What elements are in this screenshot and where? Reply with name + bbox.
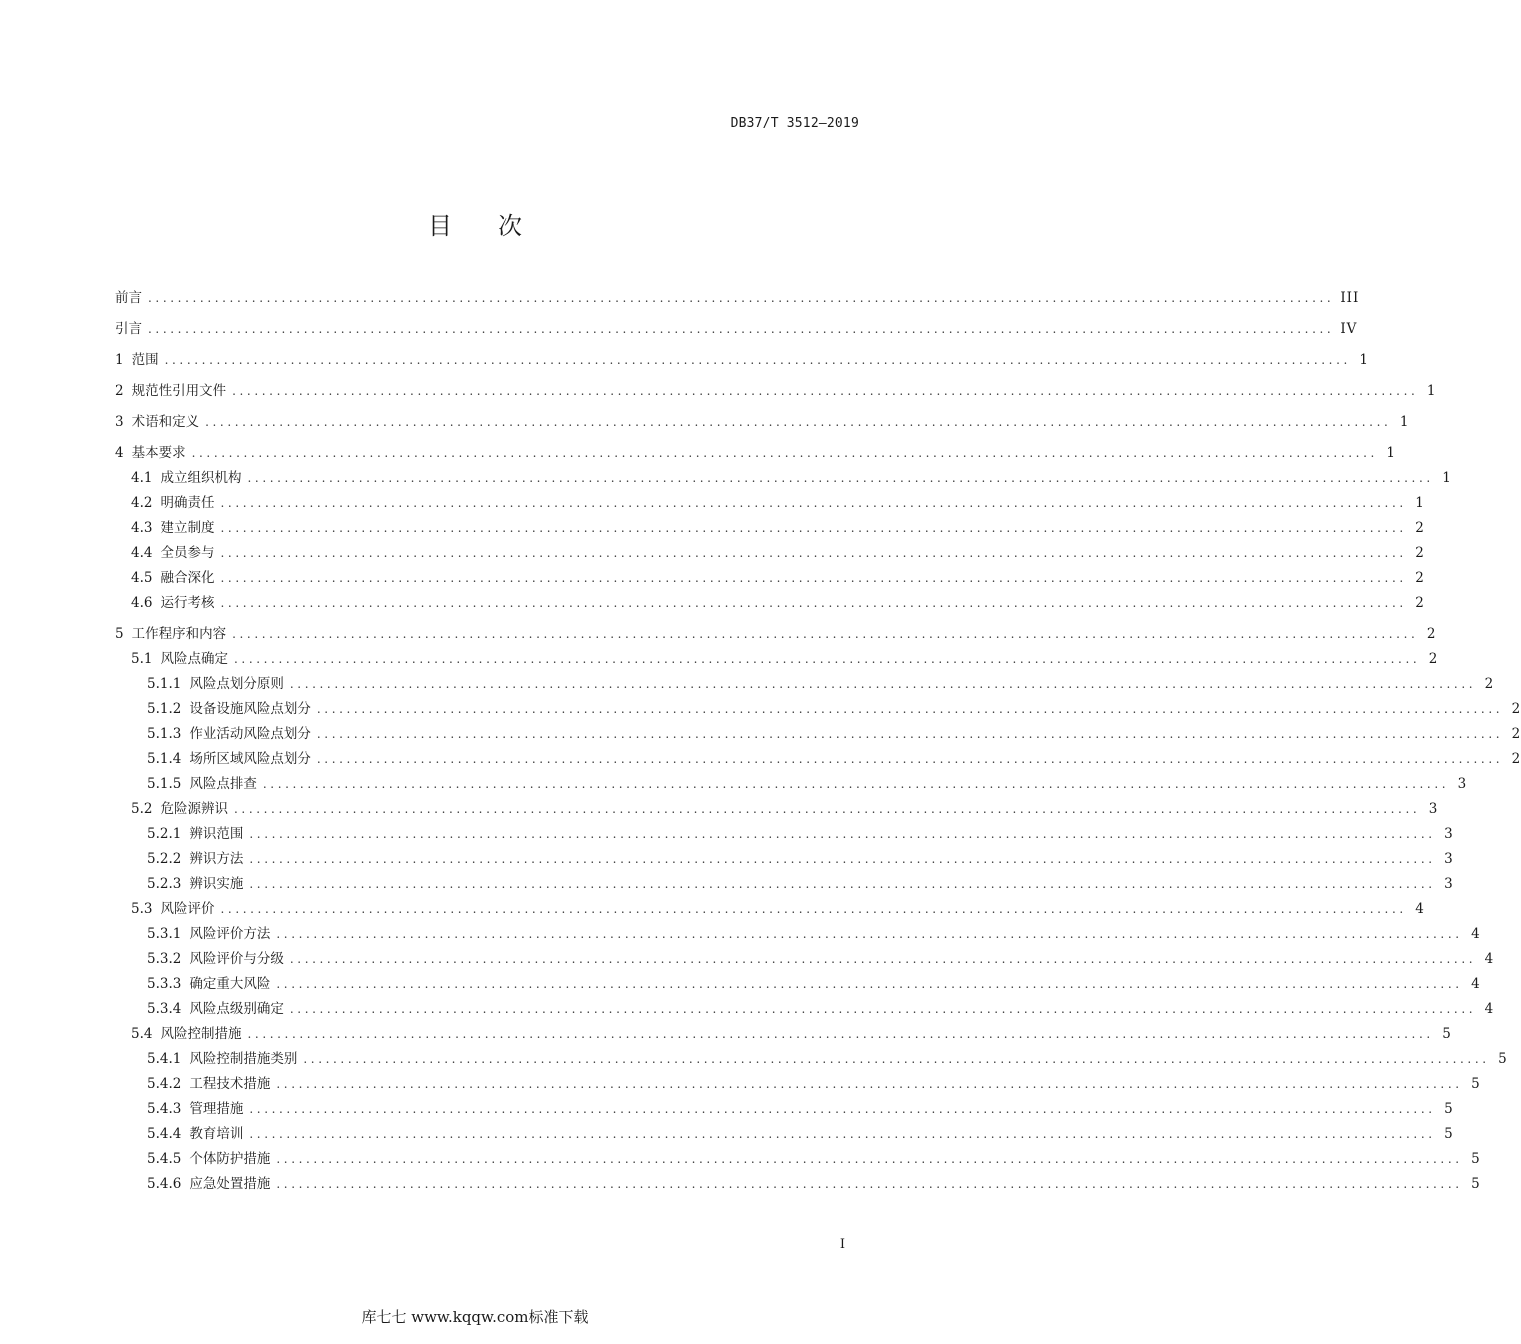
page-title	[0, 206, 950, 241]
toc-entry-label: 风险评价方法	[189, 926, 271, 942]
dot-leader: ................................................................................................................................................................	[249, 1102, 1436, 1116]
toc-entry-page: 1	[1426, 383, 1437, 399]
toc-entry-page: 2	[1415, 595, 1425, 611]
toc-entry-label: 建立制度	[160, 520, 215, 536]
toc-entry-number: 4.3	[131, 520, 153, 536]
dot-leader: ................................................................................................................................................................	[247, 1027, 1434, 1041]
dot-leader: ................................................................................................................................................................	[262, 777, 1450, 791]
toc-entry-number: 1	[115, 352, 124, 368]
toc-entry-label: 辨识范围	[189, 826, 244, 842]
toc-entry-number: 5.4	[131, 1026, 153, 1042]
toc-entry-label: 危险源辨识	[160, 801, 228, 817]
toc-entry-page: 4	[1484, 1001, 1495, 1017]
toc-entry-label: 工作程序和内容	[131, 626, 227, 642]
toc-entry-label: 管理措施	[189, 1101, 244, 1117]
dot-leader: ................................................................................................................................................................	[233, 802, 1421, 816]
toc-entry-page: 4	[1471, 926, 1481, 942]
dot-leader: ................................................................................................................................................................	[220, 521, 1407, 535]
toc-entry-page: 5	[1498, 1051, 1508, 1067]
toc-entry-page: 2	[1511, 726, 1521, 742]
toc-entry-page: 4	[1415, 901, 1425, 917]
toc-entry-label: 运行考核	[160, 595, 215, 611]
toc-entry-label: 风险点排查	[189, 776, 257, 792]
toc-entry[interactable]	[115, 797, 1439, 822]
toc-entry-number: 5.2	[131, 801, 153, 817]
toc-entry-page: 1	[1442, 470, 1452, 486]
dot-leader: ................................................................................................................................................................	[220, 496, 1407, 510]
toc-entry[interactable]	[115, 591, 1425, 616]
dot-leader: ................................................................................................................................................................	[289, 1002, 1477, 1016]
toc-entry[interactable]	[115, 972, 1481, 997]
toc-entry-number: 5.4.3	[147, 1101, 182, 1117]
toc-entry[interactable]	[115, 317, 1358, 342]
toc-entry-number: 4.2	[131, 495, 153, 511]
toc-entry-label: 设备设施风险点划分	[189, 701, 311, 717]
dot-leader: ................................................................................................................................................................	[316, 752, 1504, 766]
toc-entry-label: 术语和定义	[131, 414, 200, 430]
dot-leader: ................................................................................................................................................................	[249, 1127, 1436, 1141]
toc-entry-label: 基本要求	[131, 445, 186, 461]
toc-entry-page: 5	[1471, 1076, 1481, 1092]
toc-entry-number: 5.1.4	[147, 751, 182, 767]
toc-entry-label: 前言	[115, 290, 142, 306]
toc-entry-label: 辨识实施	[189, 876, 244, 892]
dot-leader: ................................................................................................................................................................	[220, 571, 1407, 585]
toc-entry-number: 4.4	[131, 545, 153, 561]
dot-leader: ................................................................................................................................................................	[276, 1177, 1463, 1191]
toc-entry-label: 个体防护措施	[189, 1151, 271, 1167]
dot-leader: ................................................................................................................................................................	[249, 827, 1436, 841]
toc-entry-page: IV	[1340, 321, 1358, 337]
toc-entry-label: 规范性引用文件	[131, 383, 227, 399]
toc-entry[interactable]	[115, 747, 1521, 772]
toc-entry-label: 明确责任	[160, 495, 215, 511]
dot-leader: ................................................................................................................................................................	[232, 384, 1419, 398]
toc-entry-number: 4	[115, 445, 124, 461]
toc-entry-label: 范围	[131, 352, 159, 368]
toc-entry-number: 5.3.3	[147, 976, 182, 992]
toc-entry[interactable]	[115, 541, 1425, 566]
dot-leader: ................................................................................................................................................................	[249, 852, 1436, 866]
toc-entry[interactable]	[115, 1022, 1452, 1047]
dot-leader: ................................................................................................................................................................	[148, 291, 1335, 305]
toc-entry[interactable]	[115, 722, 1521, 747]
toc-entry[interactable]	[115, 491, 1425, 516]
toc-entry-label: 风险评价	[160, 901, 215, 917]
toc-entry-label: 融合深化	[160, 570, 215, 586]
toc-entry[interactable]	[115, 441, 1396, 466]
toc-entry[interactable]	[115, 348, 1369, 373]
toc-entry-label: 应急处置措施	[189, 1176, 271, 1192]
toc-entry-label: 风险点级别确定	[189, 1001, 284, 1017]
toc-entry-number: 4.6	[131, 595, 153, 611]
toc-entry-page: 5	[1442, 1026, 1452, 1042]
toc-entry[interactable]	[115, 772, 1468, 797]
toc-entry-page: 1	[1359, 352, 1369, 368]
dot-leader: ................................................................................................................................................................	[316, 727, 1504, 741]
toc-entry[interactable]	[115, 922, 1481, 947]
dot-leader: ................................................................................................................................................................	[205, 415, 1392, 429]
dot-leader: ................................................................................................................................................................	[289, 952, 1477, 966]
toc-entry-number: 5.4.2	[147, 1076, 182, 1092]
dot-leader: ................................................................................................................................................................	[164, 353, 1351, 367]
toc-entry-number: 5.2.2	[147, 851, 182, 867]
toc-entry-number: 5.3	[131, 901, 153, 917]
dot-leader: ................................................................................................................................................................	[148, 322, 1335, 336]
toc-entry-label: 场所区域风险点划分	[189, 751, 311, 767]
dot-leader: ................................................................................................................................................................	[220, 596, 1407, 610]
toc-entry-page: 5	[1444, 1101, 1454, 1117]
toc-entry[interactable]	[115, 466, 1452, 491]
toc-entry-page: 2	[1415, 570, 1425, 586]
toc-entry-label: 风险评价与分级	[189, 951, 284, 967]
toc-entry[interactable]	[115, 997, 1495, 1022]
title-char-1: 目	[428, 212, 452, 240]
toc-entry-page: 2	[1415, 545, 1425, 561]
toc-entry-number: 5.3.2	[147, 951, 182, 967]
toc-entry[interactable]	[115, 822, 1454, 847]
dot-leader: ................................................................................................................................................................	[289, 677, 1477, 691]
toc-entry[interactable]	[115, 379, 1437, 404]
toc-entry-page: 2	[1428, 651, 1439, 667]
toc-entry-page: 2	[1415, 520, 1425, 536]
dot-leader: ................................................................................................................................................................	[316, 702, 1504, 716]
toc-entry-page: 3	[1444, 876, 1454, 892]
toc-entry[interactable]	[115, 697, 1521, 722]
toc-entry-number: 5.1.5	[147, 776, 182, 792]
toc-entry-number: 5.4.1	[147, 1051, 182, 1067]
toc-entry-number: 3	[115, 414, 124, 430]
toc-entry-number: 5.4.4	[147, 1126, 182, 1142]
toc-entry-number: 5.1.3	[147, 726, 182, 742]
toc-entry-page: III	[1340, 290, 1360, 306]
toc-entry-page: 2	[1511, 751, 1521, 767]
toc-entry-label: 工程技术措施	[189, 1076, 271, 1092]
dot-leader: ................................................................................................................................................................	[220, 902, 1407, 916]
toc-entry-number: 2	[115, 383, 124, 399]
dot-leader: ................................................................................................................................................................	[276, 927, 1463, 941]
dot-leader: ................................................................................................................................................................	[233, 652, 1421, 666]
dot-leader: ................................................................................................................................................................	[191, 446, 1378, 460]
toc-entry-number: 5.3.1	[147, 926, 182, 942]
toc-entry[interactable]	[115, 286, 1360, 311]
toc-entry-page: 5	[1471, 1176, 1481, 1192]
toc-entry[interactable]	[115, 1122, 1454, 1147]
toc-entry[interactable]	[115, 1097, 1454, 1122]
toc-entry-label: 教育培训	[189, 1126, 244, 1142]
toc-entry-label: 风险控制措施	[160, 1026, 242, 1042]
dot-leader: ................................................................................................................................................................	[247, 471, 1434, 485]
toc-entry-number: 5	[115, 626, 124, 642]
dot-leader: ................................................................................................................................................................	[276, 1152, 1463, 1166]
footer-watermark: 库七七 www.kqqw.com标准下载	[361, 1308, 589, 1326]
toc-entry[interactable]	[115, 947, 1495, 972]
dot-leader: ................................................................................................................................................................	[220, 546, 1407, 560]
toc-entry[interactable]	[115, 1147, 1481, 1172]
toc-entry[interactable]	[115, 622, 1437, 647]
toc-entry-page: 3	[1457, 776, 1468, 792]
toc-entry-label: 风险点确定	[160, 651, 228, 667]
toc-entry[interactable]	[115, 897, 1425, 922]
toc-entry-page: 2	[1426, 626, 1437, 642]
toc-entry-page: 2	[1511, 701, 1521, 717]
toc-entry-number: 5.4.6	[147, 1176, 182, 1192]
toc-entry-label: 作业活动风险点划分	[189, 726, 311, 742]
toc-entry[interactable]	[115, 1047, 1508, 1072]
toc-entry-page: 3	[1444, 851, 1454, 867]
toc-entry-page: 3	[1428, 801, 1439, 817]
toc-entry-label: 引言	[115, 321, 142, 337]
toc-entry-page: 1	[1386, 445, 1396, 461]
toc-entry-label: 辨识方法	[189, 851, 244, 867]
toc-entry[interactable]	[115, 872, 1454, 897]
table-of-contents	[115, 286, 1521, 1197]
toc-entry-number: 5.1	[131, 651, 153, 667]
dot-leader: ................................................................................................................................................................	[303, 1052, 1490, 1066]
toc-entry-number: 5.2.1	[147, 826, 182, 842]
toc-entry[interactable]	[115, 847, 1454, 872]
toc-entry-page: 4	[1471, 976, 1481, 992]
toc-entry-page: 5	[1444, 1126, 1454, 1142]
toc-entry-number: 5.3.4	[147, 1001, 182, 1017]
toc-entry-page: 3	[1444, 826, 1454, 842]
toc-entry[interactable]	[115, 1072, 1481, 1097]
title-char-2: 次	[498, 212, 522, 240]
dot-leader: ................................................................................................................................................................	[249, 877, 1436, 891]
page-number: I	[839, 1237, 845, 1252]
toc-entry-page: 5	[1471, 1151, 1481, 1167]
toc-entry-label: 风险点划分原则	[189, 676, 284, 692]
toc-entry-number: 5.2.3	[147, 876, 182, 892]
toc-entry[interactable]	[115, 647, 1439, 672]
toc-entry-number: 4.1	[131, 470, 153, 486]
toc-entry[interactable]	[115, 672, 1495, 697]
toc-entry-page: 4	[1484, 951, 1495, 967]
toc-entry[interactable]	[115, 410, 1410, 435]
dot-leader: ................................................................................................................................................................	[276, 1077, 1463, 1091]
toc-entry[interactable]	[115, 516, 1425, 541]
toc-entry-page: 1	[1399, 414, 1410, 430]
toc-entry-number: 5.1.2	[147, 701, 182, 717]
toc-entry-number: 5.4.5	[147, 1151, 182, 1167]
toc-entry-label: 全员参与	[160, 545, 215, 561]
toc-entry-number: 4.5	[131, 570, 153, 586]
toc-entry-page: 1	[1415, 495, 1425, 511]
toc-entry-number: 5.1.1	[147, 676, 182, 692]
toc-entry-page: 2	[1484, 676, 1495, 692]
toc-entry-label: 确定重大风险	[189, 976, 271, 992]
toc-entry-label: 成立组织机构	[160, 470, 242, 486]
toc-entry[interactable]	[115, 1172, 1481, 1197]
document-code: DB37/T 3512—2019	[730, 116, 859, 131]
toc-entry-label: 风险控制措施类别	[189, 1051, 298, 1067]
toc-entry[interactable]	[115, 566, 1425, 591]
dot-leader: ................................................................................................................................................................	[232, 627, 1419, 641]
dot-leader: ................................................................................................................................................................	[276, 977, 1463, 991]
